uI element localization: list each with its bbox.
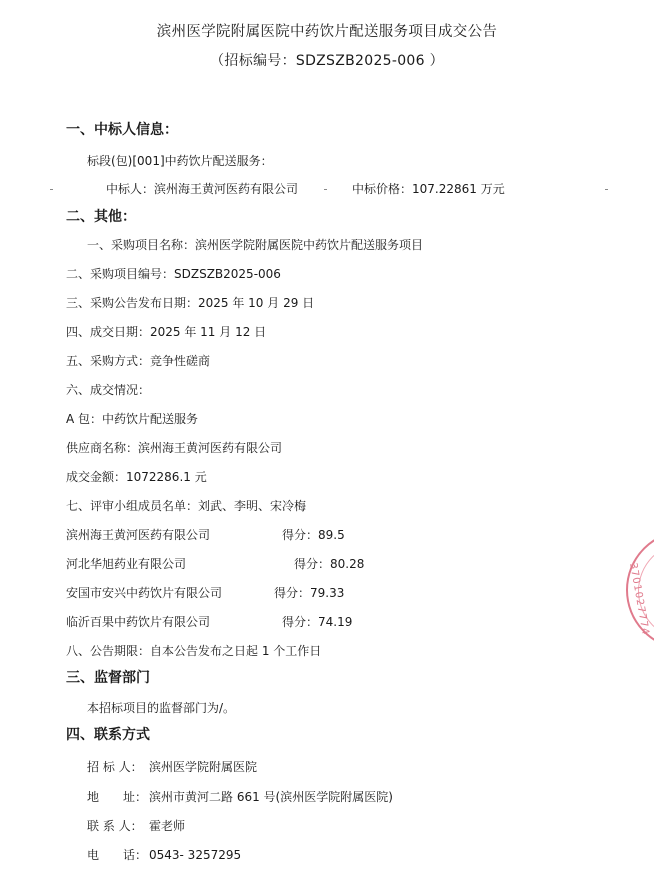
contact-row-person <box>87 818 185 834</box>
contact-value: 滨州医学院附属医院 <box>149 760 258 774</box>
contact-value: 0543- 3257295 <box>149 848 242 862</box>
notice-period: 八、公告期限：自本公告发布之日起 1 个工作日 <box>66 644 322 658</box>
deal-heading: 六、成交情况： <box>66 383 151 397</box>
score-company: 安国市安兴中药饮片有限公司 <box>66 586 223 600</box>
supplier-line: 供应商名称：滨州海王黄河医药有限公司 <box>66 441 283 455</box>
project-name: 一、采购项目名称：滨州医学院附属医院中药饮片配送服务项目 <box>87 238 424 252</box>
contact-value: 霍老师 <box>149 819 186 833</box>
project-number: 二、采购项目编号：SDZSZB2025-006 <box>66 267 281 281</box>
contact-label: 电 话： <box>87 848 148 862</box>
section-contact-heading: 四、联系方式 <box>66 727 150 743</box>
seal-number: 3701027774 <box>627 562 651 637</box>
contact-label: 招 标 人： <box>87 760 143 774</box>
winner-label: 中标人： <box>106 182 155 196</box>
deal-date: 四、成交日期：2025 年 11 月 12 日 <box>66 325 267 339</box>
package-line: A 包：中药饮片配送服务 <box>66 412 199 426</box>
supervision-text: 本招标项目的监督部门为/。 <box>87 701 236 715</box>
procurement-method: 五、采购方式：竞争性磋商 <box>66 354 211 368</box>
contact-label: 地 址： <box>87 790 148 804</box>
score-value: 得分：89.5 <box>282 528 345 542</box>
price-line <box>352 181 505 197</box>
scan-speck <box>50 189 53 190</box>
publish-date: 三、采购公告发布日期：2025 年 10 月 29 日 <box>66 296 315 310</box>
page-title: 滨州医学院附属医院中药饮片配送服务项目成交公告 <box>156 24 498 40</box>
winner-name: 滨州海王黄河医药有限公司 <box>154 182 299 196</box>
price-value: 107.22861 万元 <box>412 182 505 196</box>
score-company: 河北华旭药业有限公司 <box>66 557 187 571</box>
section-other-heading: 二、其他： <box>66 209 136 225</box>
scan-speck <box>605 189 608 190</box>
contact-row-tenderer <box>87 759 257 775</box>
contact-value: 滨州市黄河二路 661 号(滨州医学院附属医院) <box>149 790 393 804</box>
score-value: 得分：74.19 <box>282 615 353 629</box>
price-label: 中标价格： <box>352 182 413 196</box>
amount-line: 成交金额：1072286.1 元 <box>66 470 207 484</box>
contact-row-address <box>87 789 393 805</box>
winner-line <box>106 181 298 197</box>
score-value: 得分：80.28 <box>294 557 365 571</box>
score-value: 得分：79.33 <box>274 586 345 600</box>
score-company: 临沂百果中药饮片有限公司 <box>66 615 211 629</box>
contact-row-phone <box>87 847 241 863</box>
section-supervision-heading: 三、监督部门 <box>66 670 150 686</box>
tender-number: （招标编号：SDZSZB2025-006 ） <box>210 53 444 69</box>
official-seal-stamp <box>626 530 654 650</box>
panel-members: 七、评审小组成员名单：刘武、李明、宋冷梅 <box>66 499 307 513</box>
score-company: 滨州海王黄河医药有限公司 <box>66 528 211 542</box>
scan-speck <box>324 189 327 190</box>
lot-line: 标段(包)[001]中药饮片配送服务： <box>87 154 273 168</box>
section-winner-heading: 一、中标人信息： <box>66 122 178 138</box>
contact-label: 联 系 人： <box>87 819 143 833</box>
